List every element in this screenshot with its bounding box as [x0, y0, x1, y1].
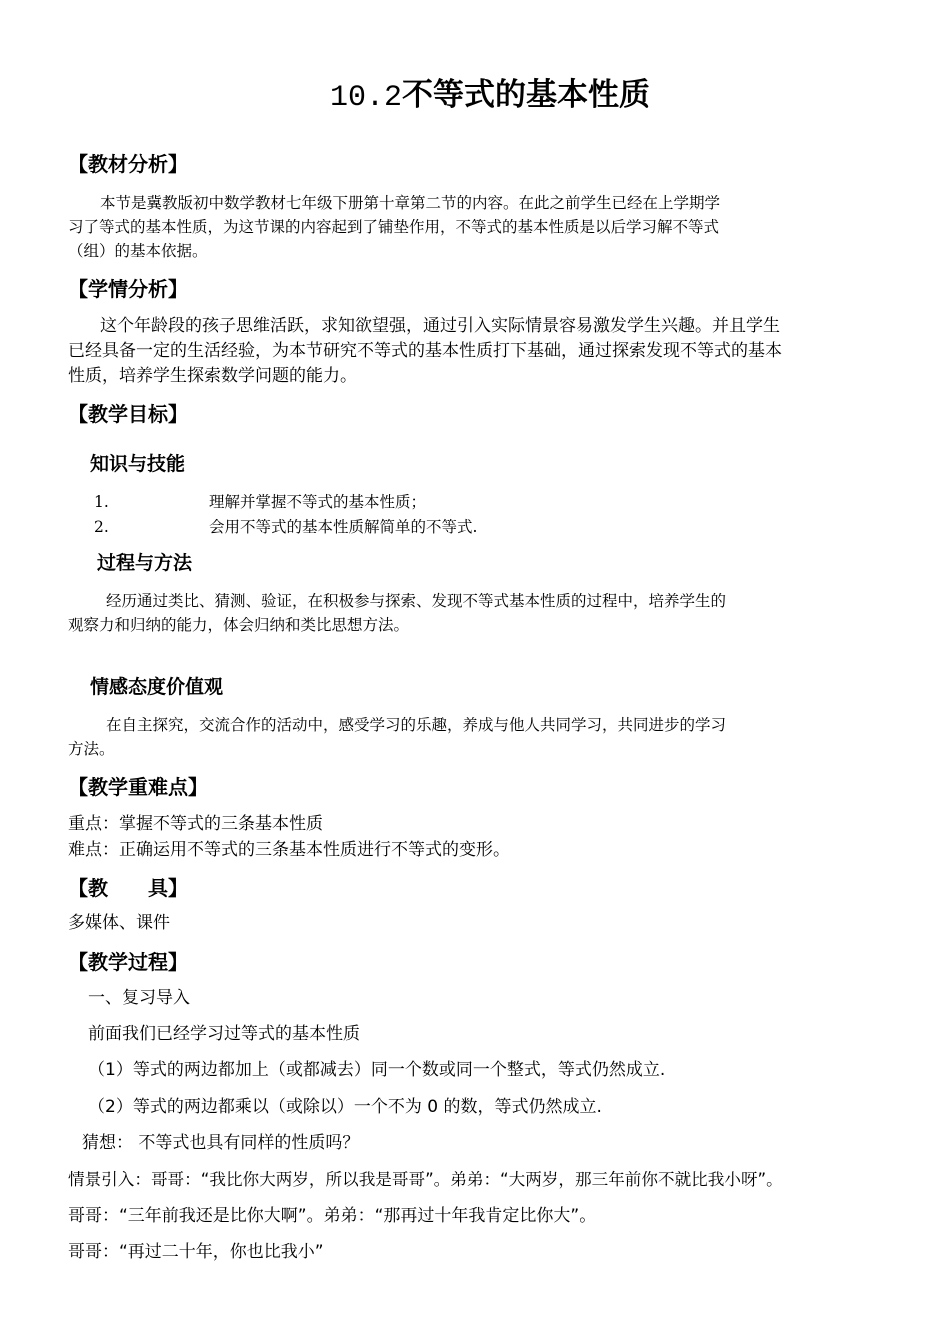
keypoints-block [68, 811, 884, 863]
emotion-line-2: 方法。 [68, 740, 115, 758]
emotion-paragraph [68, 713, 884, 761]
students-paragraph [68, 314, 884, 389]
heading-teaching-process: 【教学过程】 [68, 950, 188, 974]
process-method-line-2: 观察力和归纳的能力，体会归纳和类比思想方法。 [68, 616, 410, 634]
students-line-1: 这个年龄段的孩子思维活跃，求知欲望强，通过引入实际情景容易激发学生兴趣。并且学生 [100, 316, 780, 336]
keypoint-important: 重点：掌握不等式的三条基本性质 [68, 814, 323, 834]
knowledge-item-2-num: 2. [94, 518, 109, 536]
process-line-6: 情景引入：哥哥：“我比你大两岁，所以我是哥哥”。弟弟：“大两岁，那三年前你不就比我小呀”。 [68, 1170, 783, 1189]
analysis-line-3: （组）的基本依据。 [68, 242, 208, 260]
process-line-3: （1）等式的两边都加上（或都减去）同一个数或同一个整式，等式仍然成立. [88, 1060, 666, 1080]
process-line-1: 一、复习导入 [88, 988, 190, 1008]
heading-goals: 【教学目标】 [68, 402, 188, 426]
analysis-line-1: 本节是冀教版初中数学教材七年级下册第十章第二节的内容。在此之前学生已经在上学期学 [100, 194, 721, 212]
knowledge-item-1-num: 1. [94, 493, 109, 511]
heading-process-method: 过程与方法 [97, 552, 193, 574]
process-line-7: 哥哥：“三年前我还是比你大啊”。弟弟：“那再过十年我肯定比你大”。 [68, 1206, 597, 1226]
process-method-paragraph [68, 589, 884, 637]
title-text: 不等式的基本性质 [402, 77, 650, 113]
page-title [0, 74, 950, 119]
process-line-4: （2）等式的两边都乘以（或除以）一个不为 0 的数，等式仍然成立. [88, 1097, 602, 1117]
students-line-2: 已经具备一定的生活经验，为本节研究不等式的基本性质打下基础，通过探索发现不等式的基本 [68, 341, 782, 361]
heading-tools: 【教 具】 [68, 876, 188, 900]
tools-text: 多媒体、课件 [68, 913, 170, 933]
keypoint-difficult: 难点：正确运用不等式的三条基本性质进行不等式的变形。 [68, 840, 510, 860]
knowledge-item-2-text: 会用不等式的基本性质解简单的不等式. [209, 518, 478, 536]
heading-keypoints: 【教学重难点】 [68, 775, 208, 799]
emotion-line-1: 在自主探究，交流合作的活动中，感受学习的乐趣，养成与他人共同学习，共同进步的学习 [106, 716, 727, 734]
process-line-5: 猜想： 不等式也具有同样的性质吗？ [82, 1133, 360, 1153]
analysis-line-2: 习了等式的基本性质，为这节课的内容起到了铺垫作用，不等式的基本性质是以后学习解不等式 [68, 218, 720, 236]
heading-analysis: 【教材分析】 [68, 152, 188, 176]
process-line-8: 哥哥：“再过二十年，你也比我小” [68, 1242, 324, 1262]
heading-emotion: 情感态度价值观 [90, 676, 224, 698]
heading-students: 【学情分析】 [68, 277, 188, 301]
process-line-2: 前面我们已经学习过等式的基本性质 [88, 1024, 360, 1044]
heading-knowledge: 知识与技能 [90, 453, 186, 475]
knowledge-item-1-text: 理解并掌握不等式的基本性质； [209, 493, 427, 511]
title-number: 10.2 [329, 81, 402, 115]
students-line-3: 性质，培养学生探索数学问题的能力。 [68, 366, 357, 386]
analysis-paragraph [68, 191, 884, 263]
process-method-line-1: 经历通过类比、猜测、验证，在积极参与探索、发现不等式基本性质的过程中，培养学生的 [106, 592, 727, 610]
